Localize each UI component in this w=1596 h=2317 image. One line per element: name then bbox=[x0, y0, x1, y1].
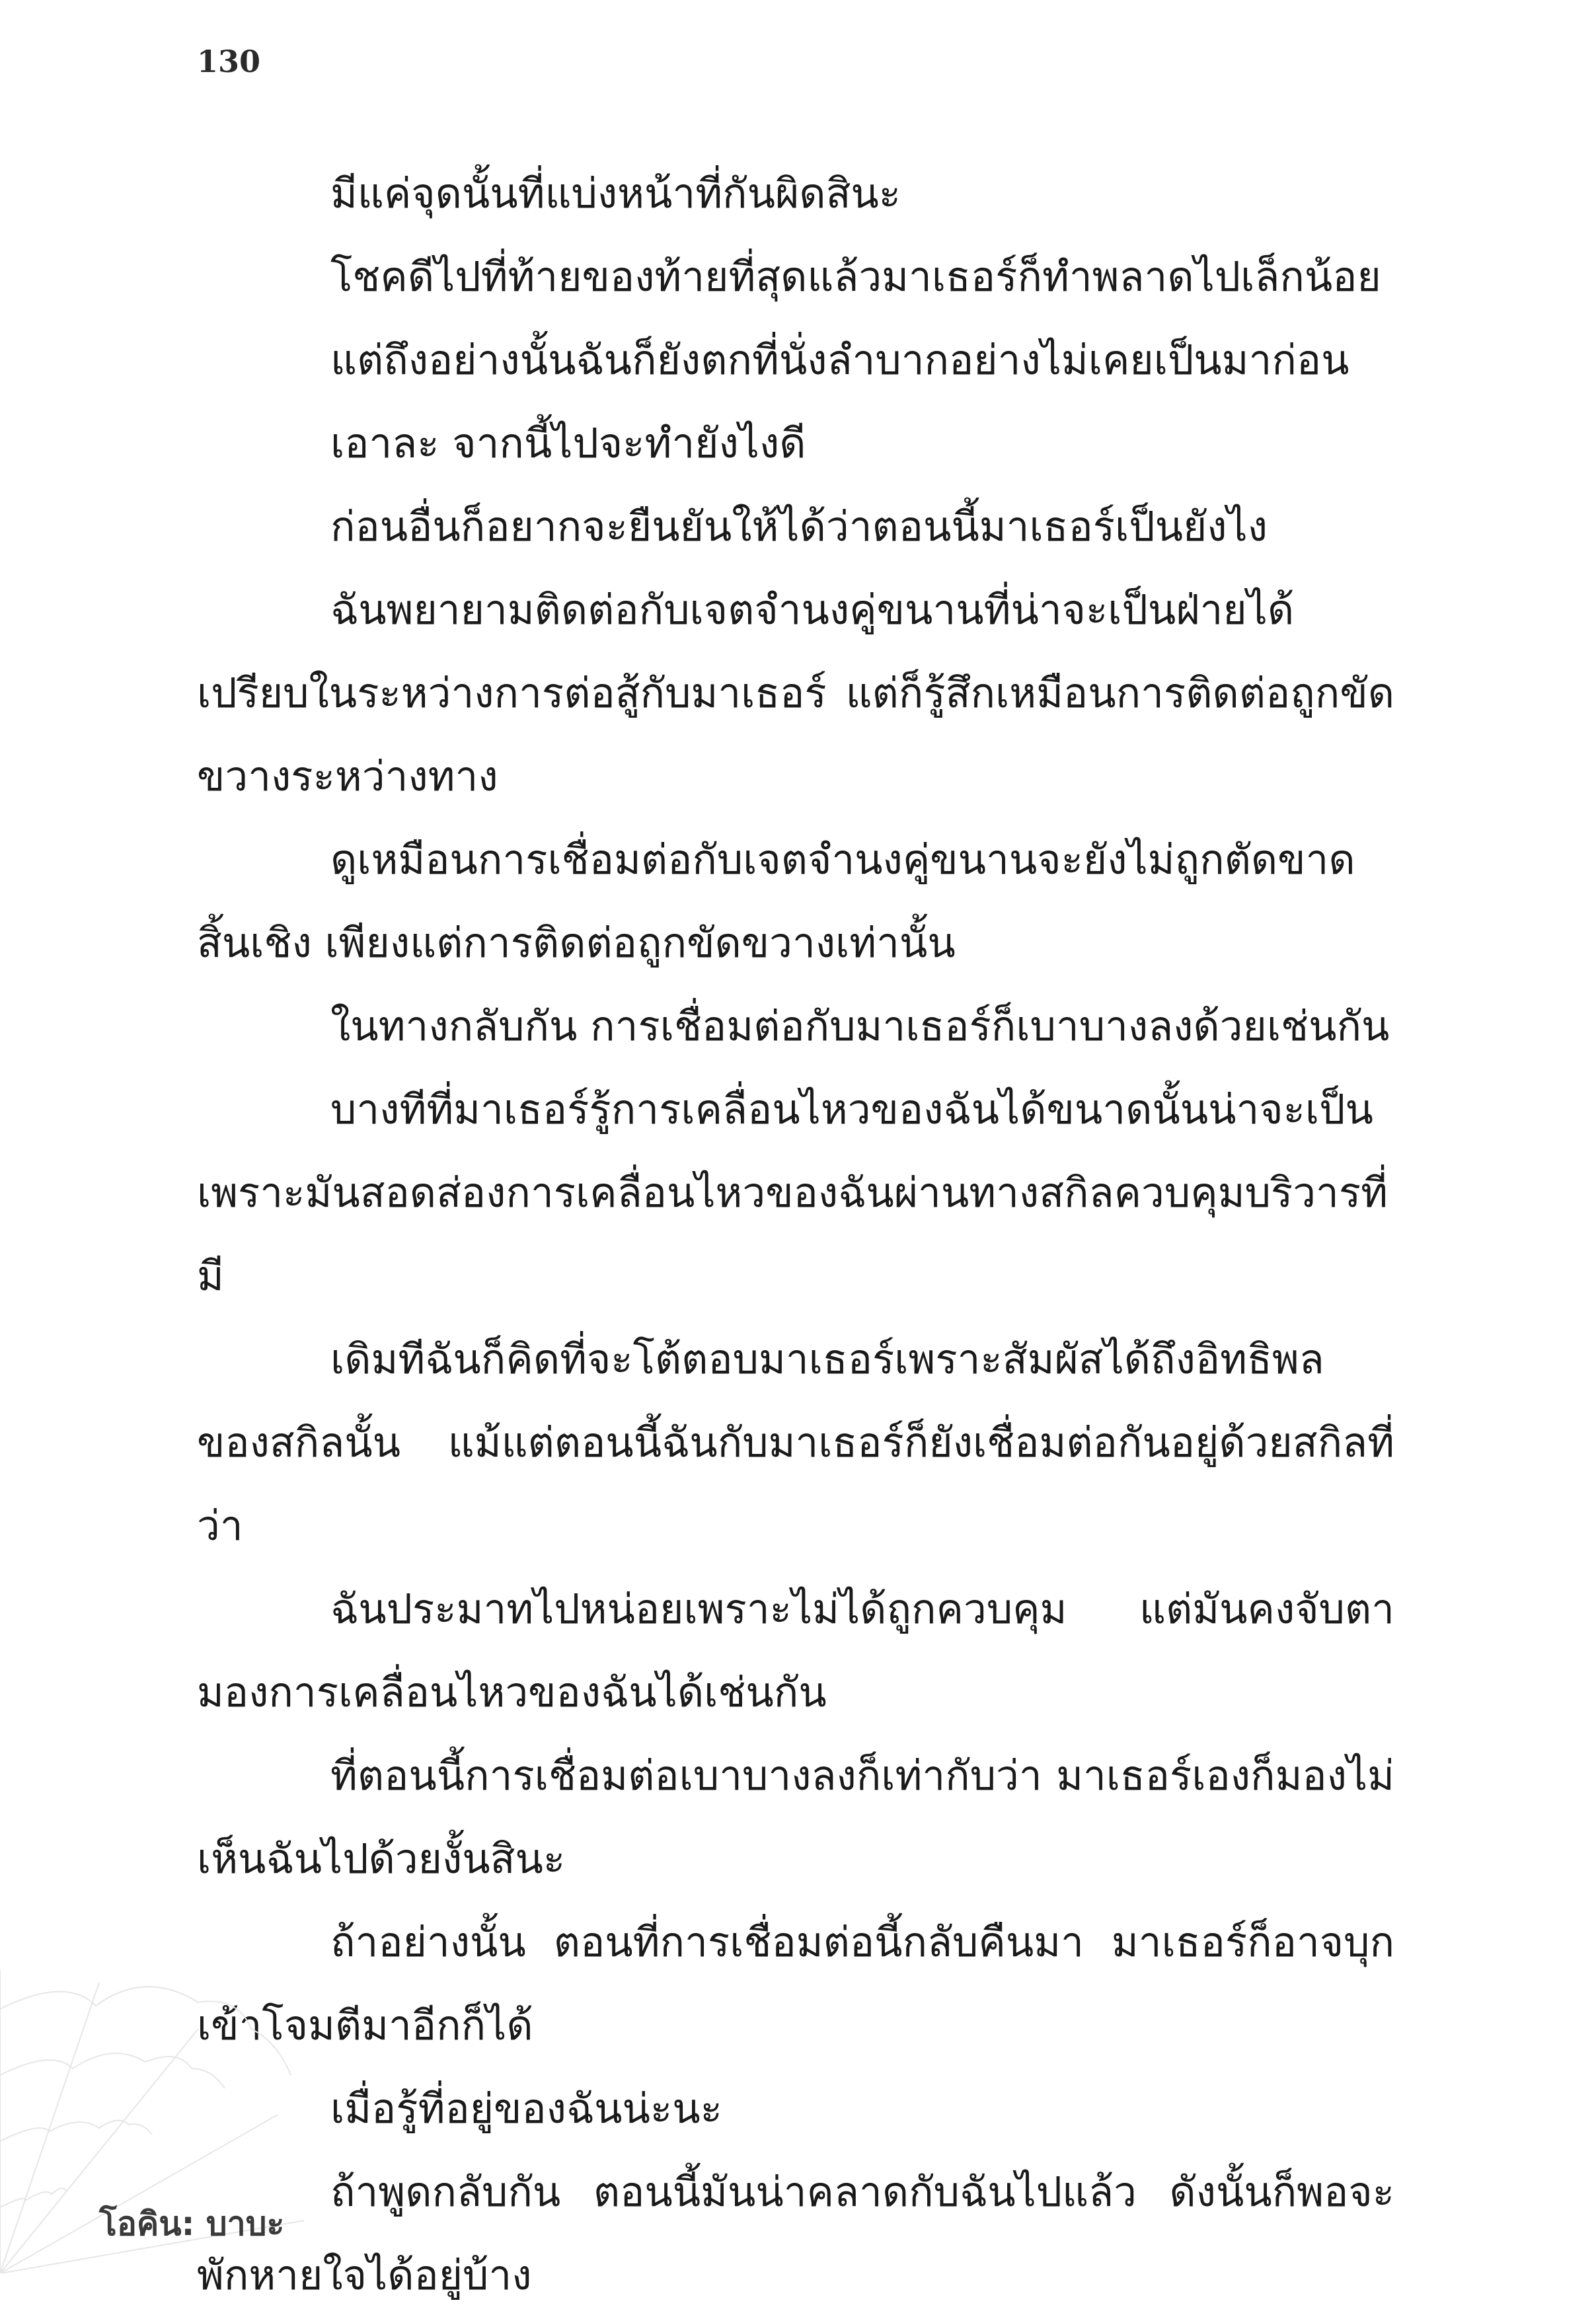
paragraph: ดูเหมือนการเชื่อมต่อกับเจตจำนงคู่ขนานจะยังไม่ถูกตัดขาดสิ้นเชิง เพียงแต่การติดต่อถูกขัดขวางเท่านั้น bbox=[197, 835, 1355, 967]
paragraph: เมื่อรู้ที่อยู่ของฉันน่ะนะ bbox=[330, 2084, 722, 2133]
author-footer: โอคิน: บาบะ bbox=[99, 2205, 285, 2243]
paragraph: โชคดีไปที่ท้ายของท้ายที่สุดแล้วมาเธอร์ก็ทำพลาดไปเล็กน้อย bbox=[330, 252, 1381, 301]
paragraph: มีแค่จุดนั้นที่แบ่งหน้าที่กันผิดสินะ bbox=[330, 169, 901, 217]
paragraph: แต่ถึงอย่างนั้นฉันก็ยังตกที่นั่งลำบากอย่างไม่เคยเป็นมาก่อน bbox=[330, 336, 1349, 384]
paragraph: ที่ตอนนี้การเชื่อมต่อเบาบางลงก็เท่ากับว่า มาเธอร์เองก็มองไม่เห็นฉันไปด้วยงั้นสินะ bbox=[197, 1751, 1394, 1883]
paragraph: ฉันพยายามติดต่อกับเจตจำนงคู่ขนานที่น่าจะเป็นฝ่ายได้เปรียบในระหว่างการต่อสู้กับมาเธอร์ แต่ก็รู้สึกเหมือนการติดต่อถูกขัดขวางระหว่างทาง bbox=[197, 586, 1394, 800]
paragraph: เอาละ จากนี้ไปจะทำยังไงดี bbox=[330, 419, 806, 467]
paragraph: บางทีที่มาเธอร์รู้การเคลื่อนไหวของฉันได้ขนาดนั้นน่าจะเป็นเพราะมันสอดส่องการเคลื่อนไหวของฉันผ่านทางสกิลควบคุมบริวารที่มี bbox=[197, 1085, 1388, 1300]
paragraph: ในทางกลับกัน การเชื่อมต่อกับมาเธอร์ก็เบาบางลงด้วยเช่นกัน bbox=[330, 1002, 1390, 1050]
paragraph: ก่อนอื่นก็อยากจะยืนยันให้ได้ว่าตอนนี้มาเธอร์เป็นยังไง bbox=[330, 502, 1268, 551]
paragraph: ถ้าอย่างนั้น ตอนที่การเชื่อมต่อนี้กลับคืนมา มาเธอร์ก็อาจบุกเข้าโจมตีมาอีกก็ได้ bbox=[197, 1918, 1394, 2049]
paragraph: เดิมทีฉันก็คิดที่จะโต้ตอบมาเธอร์เพราะสัมผัสได้ถึงอิทธิพลของสกิลนั้น แม้แต่ตอนนี้ฉันกับมาเธอร์ก็ยังเชื่อมต่อกันอยู่ด้วยสกิลที่ว่า bbox=[197, 1335, 1394, 1550]
page-number: 130 bbox=[197, 44, 261, 79]
body-text bbox=[197, 152, 1394, 2317]
paragraph: ถ้าพูดกลับกัน ตอนนี้มันน่าคลาดกับฉันไปแล้ว ดังนั้นก็พอจะพักหายใจได้อยู่บ้าง bbox=[197, 2168, 1394, 2299]
paragraph: ฉันประมาทไปหน่อยเพราะไม่ได้ถูกควบคุม แต่มันคงจับตามองการเคลื่อนไหวของฉันได้เช่นกัน bbox=[197, 1585, 1394, 1716]
